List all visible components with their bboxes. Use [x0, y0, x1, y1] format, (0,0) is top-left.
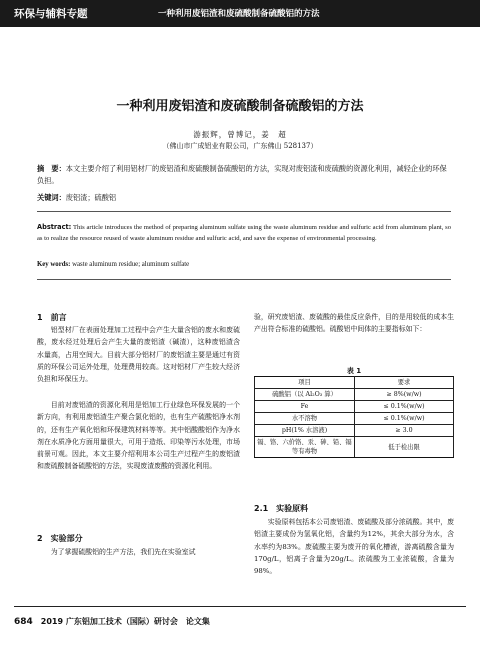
table-header-row	[255, 377, 454, 389]
table-cell: 镉、铬、六价铬、汞、砷、铅、镉等有毒物	[255, 437, 355, 458]
section-heading: 2 实验部分	[37, 534, 83, 543]
table-row	[255, 425, 454, 437]
table-header: 要求	[355, 377, 454, 389]
paper-authors: 游振辉，曾博记，姜 超	[193, 130, 287, 139]
abstract-en	[37, 222, 451, 244]
keywords-cn	[37, 193, 451, 203]
requirements-table	[254, 376, 454, 458]
section-heading: 1 前言	[37, 313, 67, 322]
page-header	[0, 0, 480, 27]
page-number: 684	[14, 617, 33, 627]
divider	[37, 279, 451, 280]
paragraph: 铝型材厂在表面处理加工过程中会产生大量含铝的废水和废硫酸，废水经过处理后会产生大量的废铝渣（碱渣），这种废铝渣含水量高，占用空间大。目前大部分铝材厂的废铝渣主要是通过有资质的环保公司运外处理，处理费用较高。这对铝材厂产生较大经济负担和环保压力。	[37, 326, 240, 384]
paper-affiliation: （佛山市广成铝业有限公司，广东佛山 528137）	[162, 142, 318, 150]
table-header: 项目	[255, 377, 355, 389]
table-row	[255, 437, 454, 458]
footer-divider	[14, 606, 466, 607]
table-cell: 低于检出限	[355, 437, 454, 458]
footer-text: 2019 广东铝加工技术（国际）研讨会 论文集	[40, 617, 210, 626]
page-footer	[14, 616, 210, 627]
divider	[37, 211, 451, 212]
table-row	[255, 389, 454, 401]
table-row	[255, 401, 454, 413]
paragraph: 为了掌握硫酸铝的生产方法，我们先在实验室试	[50, 548, 196, 556]
paragraph: 验，研究废铝渣、废硫酸的最佳反应条件，目的是用较低的成本生产出符合标准的硫酸铝。硫酸铝中间体的主要指标如下：	[254, 313, 454, 334]
keywords-en-label: Key words:	[37, 261, 71, 268]
keywords-en	[37, 261, 451, 268]
table-cell: Fe	[255, 401, 355, 413]
section-heading: 2.1 实验原料	[254, 504, 309, 513]
keywords-en-text: waste aluminum residue; aluminum sulfate	[72, 261, 190, 268]
keywords-cn-text: 废铝渣；硫酸铝	[65, 193, 117, 202]
table-cell: ≥ 8%(w/w)	[355, 389, 454, 401]
header-running-title: 一种利用废铝渣和废硫酸制备硫酸铝的方法	[158, 9, 320, 19]
paragraph: 实验原料包括本公司废铝渣、废硫酸及部分浓硫酸。其中，废铝渣主要成份为氢氧化铝，含量约为12%，其余大部分为水，含水率约为83%。废硫酸主要为废开的氧化槽液，游离硫酸含量为170g/L，铝离子含量为20g/L。浓硫酸为工业浓硫酸，含量为98%。	[254, 518, 454, 576]
table-cell: ≥ 3.0	[355, 425, 454, 437]
abstract-cn	[37, 163, 451, 187]
abstract-en-label: Abstract:	[37, 223, 72, 231]
table-caption: 表 1	[346, 367, 362, 375]
abstract-cn-text: 本文主要介绍了利用铝材厂的废铝渣和废硫酸制备硫酸铝的方法，实现对废铝渣和废硫酸的资源化利用，减轻企业的环保负担。	[37, 164, 447, 185]
paragraph: 目前对废铝渣的资源化利用是铝加工行业绿色环保发展的一个新方向，有利用废铝渣生产聚合氯化铝的，也有生产硫酸铝净水剂的，还有生产氧化铝和环保建筑材料等等。其中铝酸酸铝作为净水剂在水质净化方面用量很大，可用于造纸、印染等污水处理，市场前景可观。因此，本文主要介绍利用本公司生产过程产生的废铝渣和废硫酸制备硫酸铝的方法，实现废渣废酸的资源化利用。	[37, 401, 240, 471]
table-cell: ≤ 0.1%(w/w)	[355, 401, 454, 413]
table-row	[255, 413, 454, 425]
header-section: 环保与辅料专题	[14, 8, 88, 20]
table-cell: 水不溶物	[255, 413, 355, 425]
table-cell: ≤ 0.1%(w/w)	[355, 413, 454, 425]
abstract-cn-label: 摘 要：	[37, 164, 66, 173]
table-cell: 硫酸铝（以 Al₂O₃ 算）	[255, 389, 355, 401]
paper-title: 一种利用废铝渣和废硫酸制备硫酸铝的方法	[116, 99, 364, 114]
keywords-cn-label: 关键词：	[37, 193, 66, 202]
abstract-en-text: This article introduces the method of preparing aluminum sulfate using the waste aluminum residue and sulfuric acid from aluminum plant, so as to realize the resource reused of waste aluminum residue and sulfuric acid, and save the expense of environmental processing.	[37, 224, 451, 243]
table-cell: pH(1% 水溶液)	[255, 425, 355, 437]
